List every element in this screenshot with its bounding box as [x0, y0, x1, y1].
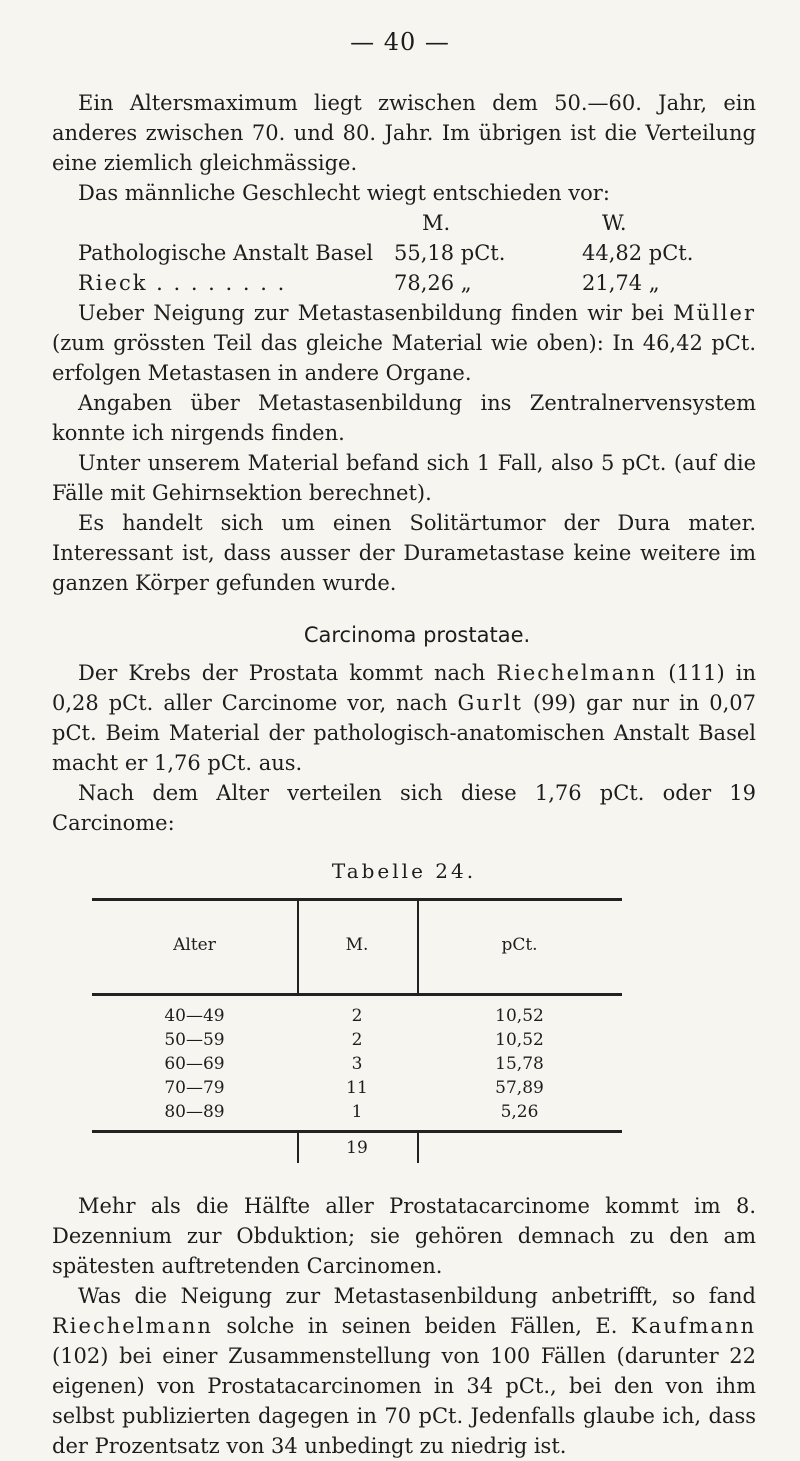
paragraph-eighth-decade: Mehr als die Hälfte aller Prostatacarcinome kommt im 8. Dezennium zur Obduktion; sie gehören demnach zu den am spätesten auftretenden Carcinomen. [52, 1194, 756, 1278]
table-cell-m: 3 [351, 1054, 363, 1074]
table-caption: Tabelle 24. [331, 859, 477, 883]
stat-label: Pathologische Anstalt Basel [78, 241, 374, 265]
col-w-header: W. [602, 211, 627, 235]
table-vline [417, 1130, 419, 1163]
table-cell-m: 2 [351, 1006, 363, 1026]
table-cell-age: 40—49 [164, 1006, 225, 1026]
stat-w: 44,82 pCt. [582, 241, 694, 265]
table-rule-bottom [92, 1130, 622, 1133]
table-rule-header [92, 993, 622, 996]
body-text [52, 88, 756, 1461]
table-header-age: Alter [173, 935, 216, 955]
sex-stats-row [52, 238, 756, 268]
table-cell-age: 80—89 [164, 1102, 225, 1122]
table-cell-pct: 15,78 [495, 1054, 544, 1074]
paragraph-sex: Das männliche Geschlecht wiegt entschieden vor: [78, 181, 610, 205]
stat-m: 78,26 „ [394, 271, 472, 295]
table-cell-pct: 10,52 [495, 1030, 544, 1050]
paragraph-dura-mater: Es handelt sich um einen Solitärtumor der Dura mater. Interessant ist, dass ausser der Durametastase keine weitere im ganzen Körper gefunden wurde. [52, 511, 756, 595]
author-name: Müller [673, 301, 756, 325]
stat-label: Rieck . . . . . . . . [78, 271, 287, 295]
section-heading: Carcinoma prostatae. [303, 623, 531, 647]
table-header-m: M. [345, 935, 369, 955]
table-cell-pct: 57,89 [495, 1078, 544, 1098]
table-header-pct: pCt. [501, 935, 538, 955]
table-cell-m: 1 [351, 1102, 363, 1122]
paragraph-age-distribution: Nach dem Alter verteilen sich diese 1,76 pCt. oder 19 Carcinome: [52, 781, 756, 835]
sex-stats [52, 208, 756, 298]
paragraph-prostate-metastasis: Was die Neigung zur Metastasenbildung anbetrifft, so fand Riechelmann solche in seinen beiden Fällen, E. Kaufmann (102) bei einer Zusammenstellung von 100 Fällen (darunter 22 eigenen) von Prostatacarcinomen in 34 pCt., bei den von ihm selbst publizierten dagegen in 70 pCt. Jedenfalls glaube ich, dass der Prozentsatz von 34 unbedingt zu niedrig ist. [52, 1284, 756, 1458]
table-cell-pct: 5,26 [500, 1102, 539, 1122]
table-cell-age: 70—79 [164, 1078, 225, 1098]
table-cell-m: 11 [346, 1078, 368, 1098]
author-name: Riechelmann [52, 1314, 213, 1338]
author-name: Kaufmann [631, 1314, 756, 1338]
paragraph-cns: Angaben über Metastasenbildung ins Zentralnervensystem konnte ich nirgends finden. [52, 391, 756, 445]
table-cell-pct: 10,52 [495, 1006, 544, 1026]
paragraph-prostate-frequency: Der Krebs der Prostata kommt nach Riechelmann (111) in 0,28 pCt. aller Carcinome vor, nach Gurlt (99) gar nur in 0,07 pCt. Beim Material der pathologisch-anatomischen Anstalt Basel macht er 1,76 pCt. aus. [52, 661, 757, 775]
author-name: Riechelmann [496, 661, 658, 685]
col-m-header: M. [422, 211, 451, 235]
stat-m: 55,18 pCt. [394, 241, 506, 265]
stat-w: 21,74 „ [582, 271, 660, 295]
table-cell-age: 50—59 [164, 1030, 225, 1050]
table-cell-age: 60—69 [164, 1054, 225, 1074]
paragraph-own-material: Unter unserem Material befand sich 1 Fall, also 5 pCt. (auf die Fälle mit Gehirnsektion berechnet). [52, 451, 756, 505]
table-cell-m: 2 [351, 1030, 363, 1050]
sex-stats-row [52, 268, 756, 298]
page-number: — 40 — [350, 28, 450, 56]
paragraph-metastasis-mueller: Ueber Neigung zur Metastasenbildung finden wir bei Müller (zum grössten Teil das gleiche Material wie oben): In 46,42 pCt. erfolgen Metastasen in andere Organe. [52, 301, 756, 385]
sex-stats-header [52, 208, 756, 238]
table-rule-top [92, 898, 622, 901]
table-total: 19 [346, 1138, 368, 1158]
author-name: Gurlt [457, 691, 523, 715]
paragraph-age-maximum: Ein Altersmaximum liegt zwischen dem 50.—60. Jahr, ein anderes zwischen 70. und 80. Jahr. Im übrigen ist die Verteilung eine ziemlich gleichmässige. [52, 91, 756, 175]
age-table [92, 898, 622, 1163]
